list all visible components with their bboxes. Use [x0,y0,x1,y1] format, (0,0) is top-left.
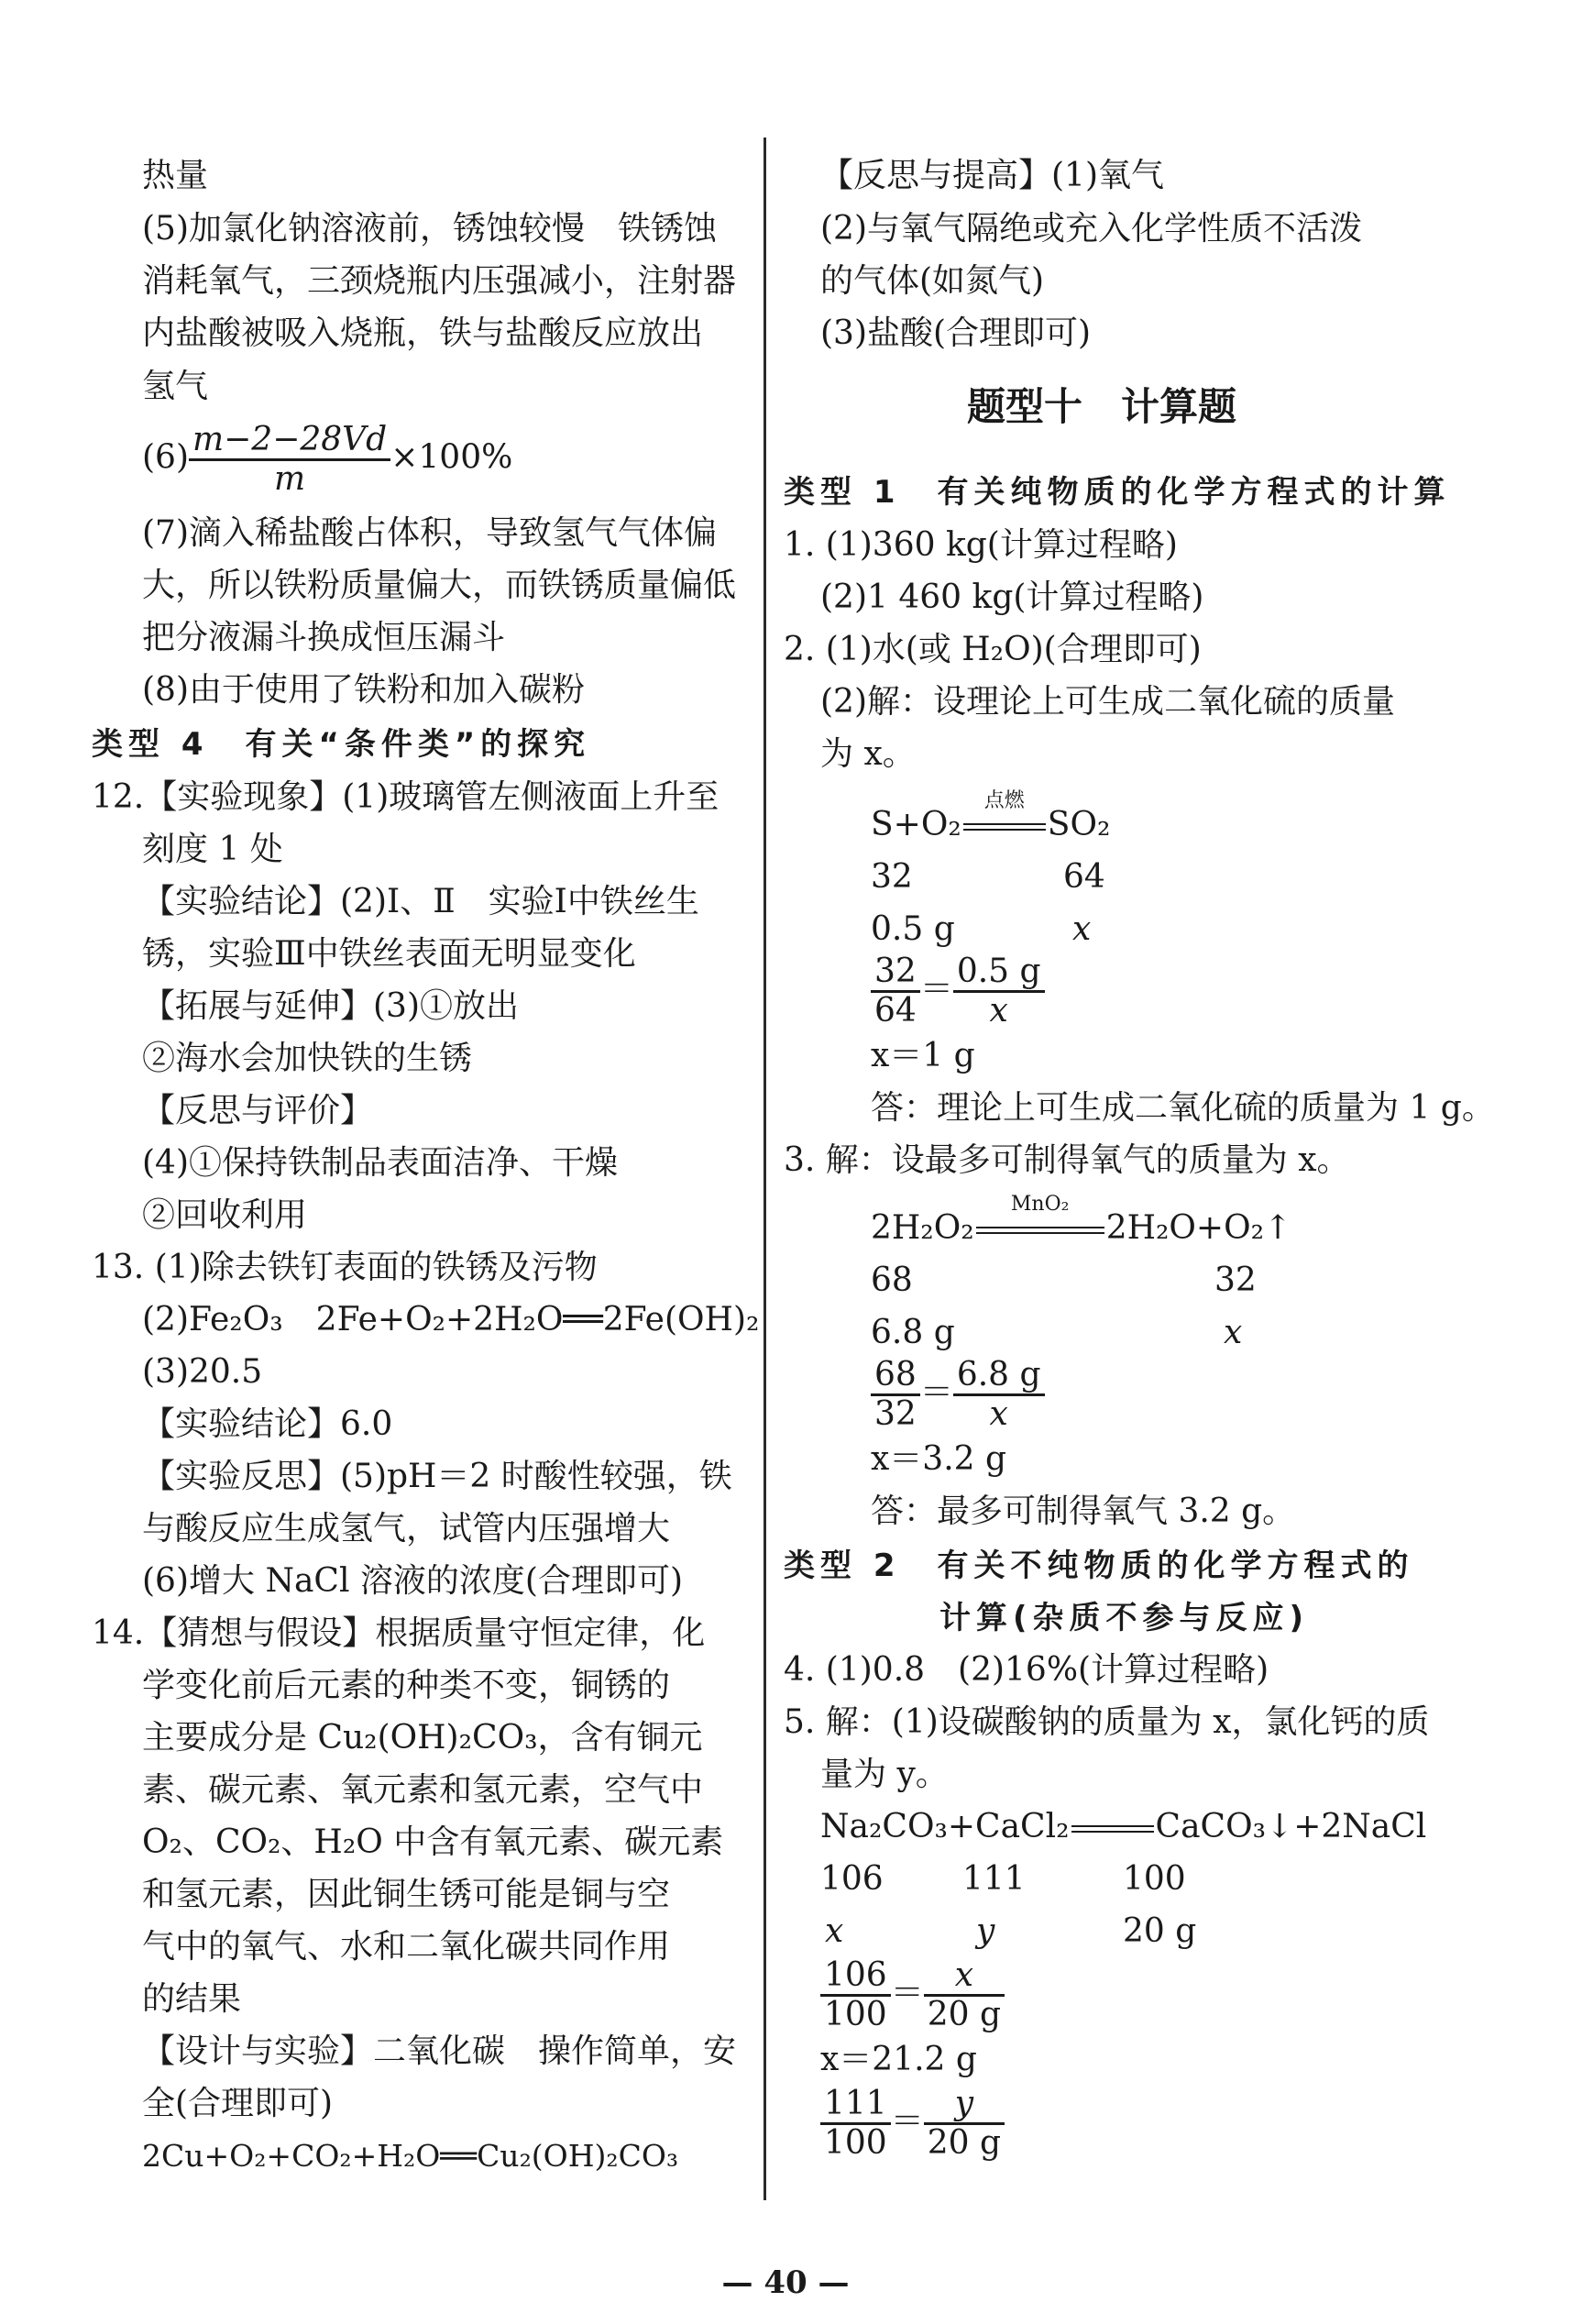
equation-line [871,789,1111,845]
fraction-denominator: 64 [874,992,917,1030]
fraction-numerator: 32 [871,953,920,993]
text-line: 主要成分是 Cu₂(OH)₂CO₃，含有铜元 [142,1719,703,1757]
fraction [871,953,920,1030]
text-line: 的结果 [142,1980,242,2018]
text-line: 【实验结论】(2)Ⅰ、Ⅱ 实验Ⅰ中铁丝生 [142,883,699,920]
fraction-numerator: 106 [820,1957,891,1997]
text-line: (4)①保持铁制品表面洁净、干燥 [142,1144,618,1182]
text-line: 氢气 [142,368,209,405]
section-heading: 类型 4 有关“条件类”的探究 [92,726,591,763]
equation-line [820,1807,1426,1847]
fraction-numerator: 6.8 g [953,1357,1045,1396]
section-heading: 类型 2 有关不纯物质的化学方程式的 [784,1547,1414,1584]
reaction-sign [961,789,1048,845]
text-line: 消耗氧气，三颈烧瓶内压强减小，注射器 [142,262,737,300]
proportion: $\frac{111}{100}$ ＝ $\frac{y}{20 g}$ [820,2086,1005,2162]
unknown-value: y [976,1912,995,1950]
text-line: (8)由于使用了铁粉和加入碳粉 [142,671,585,709]
text-line: 为 x。 [820,735,916,773]
fraction-denominator: 32 [874,1395,917,1433]
text-line: (7)滴入稀盐酸占体积，导致氢气气体偏 [142,514,717,552]
fraction [189,422,390,498]
fraction-numerator: m−2−28Vd [189,422,390,461]
molar-mass: 68 [871,1261,913,1299]
fraction-denominator: 20 g [927,2124,1002,2162]
result-line: x＝3.2 g [871,1440,1007,1478]
text-line: 【设计与实验】二氧化碳 操作简单，安 [142,2032,737,2070]
text-line: 热量 [142,157,209,194]
text-line: 【拓展与延伸】(3)①放出 [142,987,519,1025]
question-12: 12.【实验现象】(1)玻璃管左侧液面上升至 [92,778,720,816]
text-line: 和氢元素，因此铜生锈可能是铜与空 [142,1876,671,1913]
question-13: 13. (1)除去铁钉表面的铁锈及污物 [92,1249,598,1286]
text-line: (2)解：设理论上可生成二氧化硫的质量 [820,683,1395,721]
given-value: 20 g [1123,1912,1197,1950]
text-line: 与酸反应生成氢气，试管内压强增大 [142,1510,671,1547]
equation-line: 2Cu+O₂+CO₂+H₂O══Cu₂(OH)₂CO₃ [142,2138,679,2174]
text-line: 内盐酸被吸入烧瓶，铁与盐酸反应放出 [142,314,704,352]
page-number: — 40 — [721,2264,850,2301]
fraction [953,953,1045,1030]
section-heading: 类型 1 有关纯物质的化学方程式的计算 [784,474,1451,511]
text-line: 【实验反思】(5)pH＝2 时酸性较强，铁 [142,1458,732,1495]
text-line: 学变化前后元素的种类不变，铜锈的 [142,1667,671,1704]
fraction [820,1957,891,2033]
text-line: (2)1 460 kg(计算过程略) [820,578,1204,616]
text-line: 【反思与评价】 [142,1092,374,1129]
fraction [820,2086,891,2162]
molar-mass: 100 [1123,1860,1186,1898]
text-line: (2)Fe₂O₃ 2Fe+O₂+2H₂O══2Fe(OH)₂ [142,1301,760,1338]
equation-line [871,1193,1292,1249]
text-line: 素、碳元素、氧元素和氢元素，空气中 [142,1771,704,1809]
reaction-sign [1070,1807,1156,1847]
section-heading-cont: 计算(杂质不参与反应) [939,1600,1310,1636]
text-line: (2)与氧气隔绝或充入化学性质不活泼 [820,210,1362,248]
fraction-denominator: x [989,992,1008,1030]
text-line: ②海水会加快铁的生锈 [142,1040,473,1077]
fraction [924,1957,1005,2033]
question-5: 5. 解：(1)设碳酸钠的质量为 x，氯化钙的质 [784,1703,1430,1741]
text-line: 的气体(如氮气) [820,262,1045,300]
column-divider [764,138,766,2200]
unknown-value: x [825,1912,844,1950]
result-line: x＝1 g [871,1037,975,1074]
fraction [924,2086,1005,2162]
proportion: $\frac{32}{64}$ ＝ $\frac{0.5 g}{x}$ [871,953,1045,1030]
unknown-value: x [1072,910,1092,948]
given-value: 0.5 g [871,910,955,948]
text-line: 锈，实验Ⅲ中铁丝表面无明显变化 [142,935,636,973]
molar-mass: 32 [871,858,913,896]
fraction [953,1357,1045,1433]
molar-mass: 64 [1063,858,1105,896]
reactants: S+O₂ [871,806,961,843]
question-14: 14.【猜想与假设】根据质量守恒定律，化 [92,1614,706,1652]
question-2: 2. (1)水(或 H₂O)(合理即可) [784,631,1202,668]
text-line: O₂、CO₂、H₂O 中含有氧元素、碳元素 [142,1823,724,1861]
fraction-numerator: 68 [871,1357,920,1396]
products: SO₂ [1047,806,1111,843]
formula-prefix: (6) [142,438,189,477]
fraction-numerator: 0.5 g [953,953,1045,993]
text-line: 【反思与提高】(1)氧气 [820,157,1164,194]
text-line: 大，所以铁粉质量偏大，而铁锈质量偏低 [142,567,737,604]
reaction-sign [974,1193,1106,1249]
text-line: 气中的氧气、水和二氧化碳共同作用 [142,1928,671,1966]
text-line: 量为 y。 [820,1756,949,1793]
text-line: 刻度 1 处 [142,831,283,868]
fraction-denominator: 20 g [927,1996,1002,2033]
proportion: $\frac{68}{32}$ ＝ $\frac{6.8 g}{x}$ [871,1357,1045,1433]
question-3: 3. 解：设最多可制得氧气的质量为 x。 [784,1141,1350,1179]
formula-suffix: ×100% [390,438,513,477]
question-1: 1. (1)360 kg(计算过程略) [784,526,1178,564]
fraction-numerator: 111 [820,2086,891,2125]
text-line: (6)增大 NaCl 溶液的浓度(合理即可) [142,1562,683,1600]
result-line: x＝21.2 g [820,2041,977,2078]
fraction-numerator: x [924,1957,1005,1997]
text-line: 全(合理即可) [142,2085,334,2122]
text-line: ②回收利用 [142,1196,308,1234]
molar-mass: 111 [962,1860,1026,1898]
fraction-denominator: 100 [824,2124,887,2162]
fraction-denominator: 100 [824,1996,887,2033]
fraction [871,1357,920,1433]
fraction-numerator: y [924,2086,1005,2125]
products: CaCO₃↓+2NaCl [1155,1808,1427,1845]
molar-mass: 106 [820,1860,884,1898]
proportion: $\frac{106}{100}$ ＝ $\frac{x}{20 g}$ [820,1957,1005,2033]
text-line: (3)20.5 [142,1353,263,1391]
text-line: 【实验结论】6.0 [142,1405,393,1443]
answer-line: 答：最多可制得氧气 3.2 g。 [871,1492,1296,1530]
text-line: 把分液漏斗换成恒压漏斗 [142,619,506,656]
answer-line: 答：理论上可生成二氧化硫的质量为 1 g。 [871,1089,1495,1127]
text-line: (3)盐酸(合理即可) [820,314,1092,352]
reaction-condition: 点燃 [983,789,1025,812]
reactants: 2H₂O₂ [871,1209,974,1247]
reactants: Na₂CO₃+CaCl₂ [820,1808,1070,1845]
question-4: 4. (1)0.8 (2)16%(计算过程略) [784,1651,1269,1689]
given-value: 6.8 g [871,1314,955,1351]
fraction-denominator: m [274,460,306,498]
formula-line [142,422,512,498]
text-line: (5)加氯化钠溶液前，锈蚀较慢 铁锈蚀 [142,210,717,248]
reaction-condition: MnO₂ [1010,1193,1070,1216]
molar-mass: 32 [1214,1261,1257,1299]
chapter-title: 题型十 计算题 [967,384,1237,429]
fraction-denominator: x [989,1395,1008,1433]
unknown-value: x [1224,1314,1243,1351]
products: 2H₂O+O₂↑ [1105,1209,1292,1247]
